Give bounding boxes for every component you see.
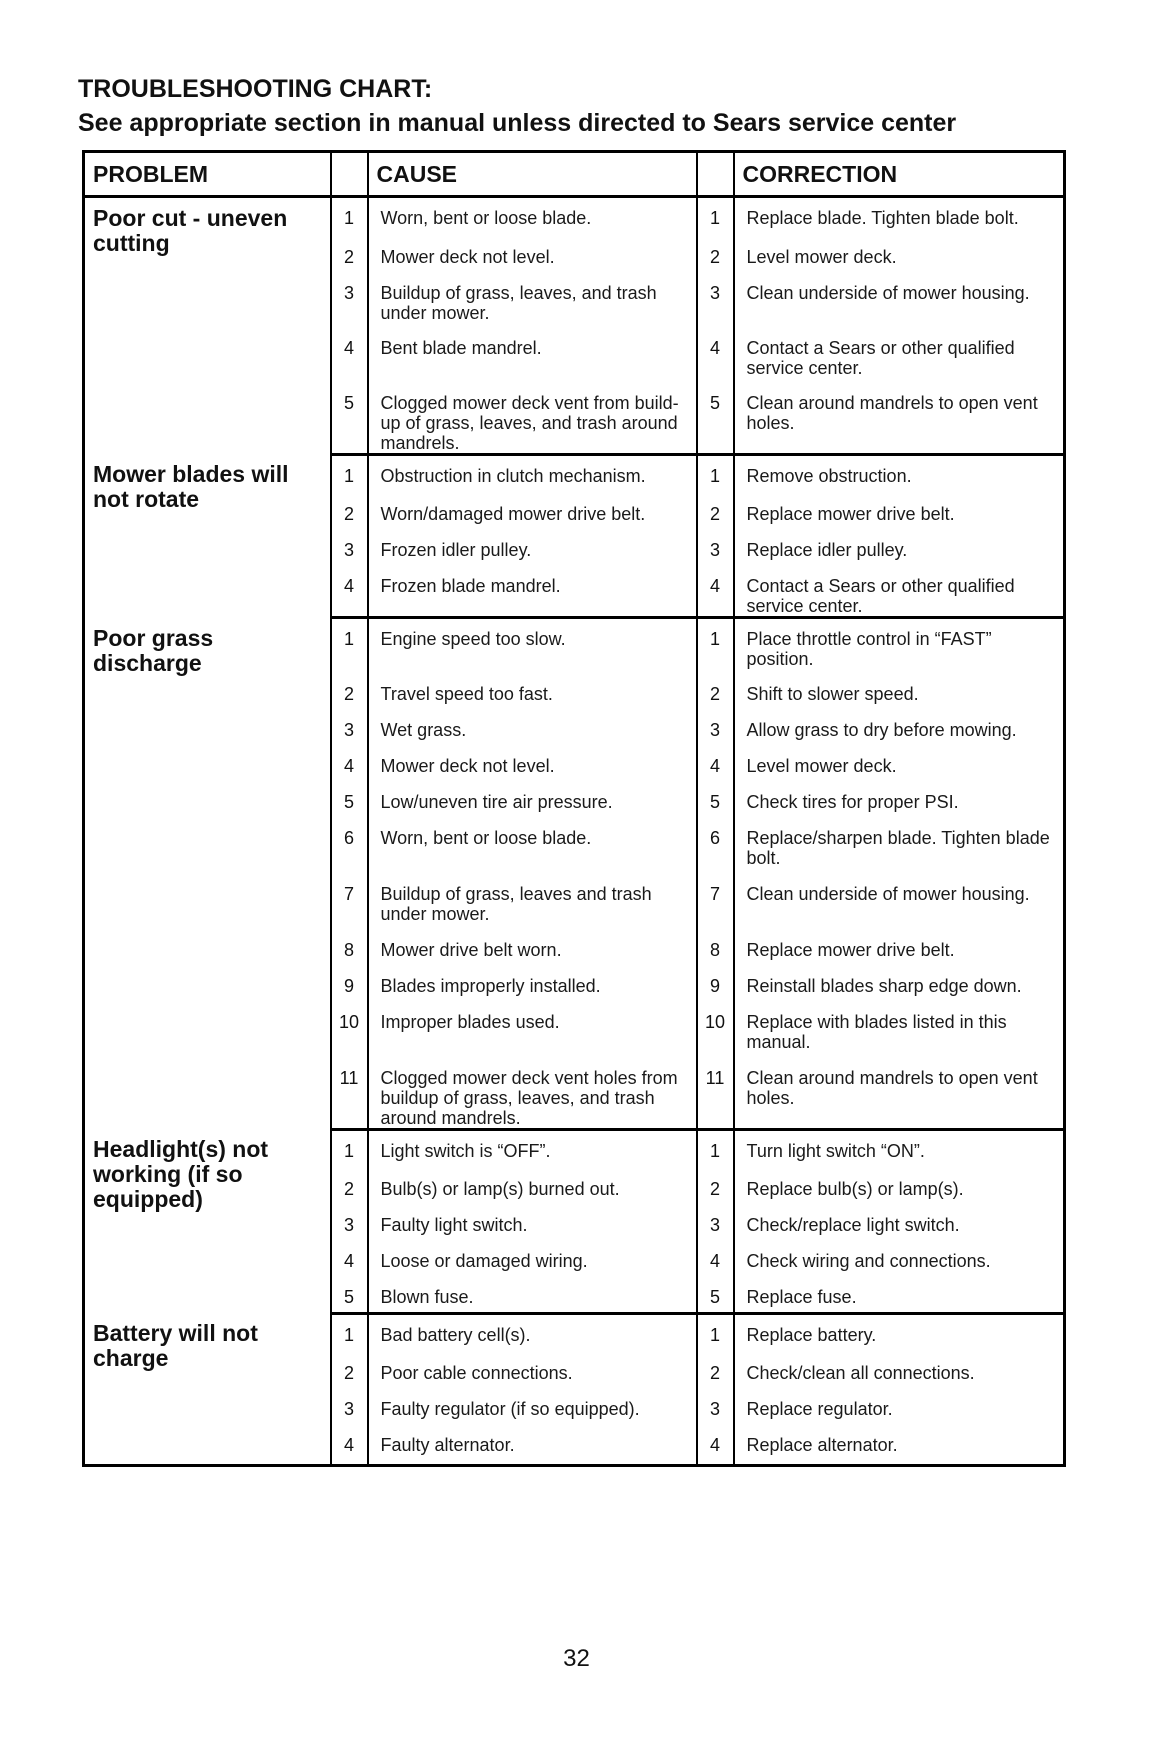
correction-number: 1 xyxy=(697,454,734,494)
correction-cell: Contact a Sears or other qualified service center. xyxy=(734,328,1065,383)
correction-number: 3 xyxy=(697,273,734,328)
troubleshooting-table xyxy=(82,150,1066,1467)
cause-cell: Blades improperly installed. xyxy=(368,966,697,1002)
page-number: 32 xyxy=(563,1645,590,1672)
correction-cell: Replace alternator. xyxy=(734,1425,1065,1465)
cause-number: 4 xyxy=(331,746,368,782)
cause-number: 5 xyxy=(331,782,368,818)
cause-cell: Faulty regulator (if so equipped). xyxy=(368,1389,697,1425)
correction-cell: Replace bulb(s) or lamp(s). xyxy=(734,1169,1065,1205)
cause-number: 9 xyxy=(331,966,368,1002)
cause-number: 2 xyxy=(331,1169,368,1205)
cause-number: 3 xyxy=(331,1389,368,1425)
correction-cell: Shift to slower speed. xyxy=(734,674,1065,710)
cause-number: 6 xyxy=(331,818,368,874)
correction-cell: Clean underside of mower housing. xyxy=(734,273,1065,328)
correction-cell: Replace/sharpen blade. Tighten blade bolt. xyxy=(734,818,1065,874)
cause-number: 4 xyxy=(331,328,368,383)
cause-number: 1 xyxy=(331,1313,368,1353)
problem-cell: Poor cut - uneven cutting xyxy=(84,197,331,455)
cause-number: 2 xyxy=(331,1353,368,1389)
problem-cell: Mower blades will not rotate xyxy=(84,454,331,618)
correction-number: 9 xyxy=(697,966,734,1002)
correction-number: 2 xyxy=(697,1169,734,1205)
cause-number: 4 xyxy=(331,1241,368,1277)
cause-cell: Wet grass. xyxy=(368,710,697,746)
correction-cell: Turn light switch “ON”. xyxy=(734,1129,1065,1169)
cause-cell: Frozen blade mandrel. xyxy=(368,566,697,618)
correction-cell: Replace with blades listed in this manual. xyxy=(734,1002,1065,1058)
correction-number: 2 xyxy=(697,1353,734,1389)
correction-cell: Replace battery. xyxy=(734,1313,1065,1353)
cause-cell: Worn, bent or loose blade. xyxy=(368,818,697,874)
correction-number: 2 xyxy=(697,674,734,710)
correction-cell: Replace fuse. xyxy=(734,1277,1065,1313)
correction-number: 5 xyxy=(697,1277,734,1313)
correction-number: 2 xyxy=(697,494,734,530)
cause-cell: Faulty alternator. xyxy=(368,1425,697,1465)
cause-number: 8 xyxy=(331,930,368,966)
cause-cell: Bulb(s) or lamp(s) burned out. xyxy=(368,1169,697,1205)
correction-cell: Clean around mandrels to open vent holes. xyxy=(734,1058,1065,1130)
cause-number: 7 xyxy=(331,874,368,930)
cause-number: 1 xyxy=(331,454,368,494)
cause-number: 2 xyxy=(331,494,368,530)
cause-cell: Light switch is “OFF”. xyxy=(368,1129,697,1169)
correction-number: 4 xyxy=(697,746,734,782)
cause-cell: Mower deck not level. xyxy=(368,237,697,273)
correction-number: 6 xyxy=(697,818,734,874)
cause-cell: Blown fuse. xyxy=(368,1277,697,1313)
cause-number: 10 xyxy=(331,1002,368,1058)
table-row xyxy=(84,618,1065,674)
correction-number: 10 xyxy=(697,1002,734,1058)
correction-number: 2 xyxy=(697,237,734,273)
cause-number: 3 xyxy=(331,1205,368,1241)
correction-number: 1 xyxy=(697,1313,734,1353)
column-header-cause: CAUSE xyxy=(368,152,697,197)
cause-cell: Low/uneven tire air pressure. xyxy=(368,782,697,818)
cause-cell: Loose or damaged wiring. xyxy=(368,1241,697,1277)
correction-cell: Replace regulator. xyxy=(734,1389,1065,1425)
table-body xyxy=(84,197,1065,1466)
correction-number: 4 xyxy=(697,328,734,383)
correction-cell: Check/clean all connections. xyxy=(734,1353,1065,1389)
correction-number: 4 xyxy=(697,566,734,618)
cause-number: 5 xyxy=(331,1277,368,1313)
problem-cell: Poor grass discharge xyxy=(84,618,331,1130)
cause-number: 3 xyxy=(331,530,368,566)
cause-number: 2 xyxy=(331,237,368,273)
correction-number: 11 xyxy=(697,1058,734,1130)
cause-cell: Engine speed too slow. xyxy=(368,618,697,674)
page-subtitle: See appropriate section in manual unless directed to Sears service center xyxy=(78,109,957,137)
correction-number: 8 xyxy=(697,930,734,966)
correction-cell: Clean around mandrels to open vent holes. xyxy=(734,383,1065,455)
cause-number: 3 xyxy=(331,273,368,328)
column-header-correction: CORRECTION xyxy=(734,152,1065,197)
correction-number: 3 xyxy=(697,710,734,746)
correction-number: 4 xyxy=(697,1425,734,1465)
correction-cell: Clean underside of mower housing. xyxy=(734,874,1065,930)
correction-number: 3 xyxy=(697,1389,734,1425)
cause-cell: Clogged mower deck vent from build-up of grass, leaves, and trash around mandrels. xyxy=(368,383,697,455)
cause-cell: Poor cable connections. xyxy=(368,1353,697,1389)
cause-cell: Travel speed too fast. xyxy=(368,674,697,710)
cause-number: 4 xyxy=(331,566,368,618)
correction-number: 5 xyxy=(697,782,734,818)
correction-number: 4 xyxy=(697,1241,734,1277)
cause-number: 3 xyxy=(331,710,368,746)
cause-cell: Mower drive belt worn. xyxy=(368,930,697,966)
cause-cell: Buildup of grass, leaves and trash under mower. xyxy=(368,874,697,930)
table-row xyxy=(84,1129,1065,1169)
cause-number: 1 xyxy=(331,1129,368,1169)
table-row xyxy=(84,454,1065,494)
cause-cell: Improper blades used. xyxy=(368,1002,697,1058)
correction-cell: Place throttle control in “FAST” position. xyxy=(734,618,1065,674)
correction-number: 5 xyxy=(697,383,734,455)
column-header-correction-number xyxy=(697,152,734,197)
cause-cell: Bent blade mandrel. xyxy=(368,328,697,383)
problem-cell: Battery will not charge xyxy=(84,1313,331,1465)
correction-number: 1 xyxy=(697,197,734,237)
cause-cell: Worn/damaged mower drive belt. xyxy=(368,494,697,530)
correction-number: 3 xyxy=(697,1205,734,1241)
correction-number: 3 xyxy=(697,530,734,566)
correction-cell: Replace blade. Tighten blade bolt. xyxy=(734,197,1065,237)
cause-cell: Faulty light switch. xyxy=(368,1205,697,1241)
correction-cell: Replace mower drive belt. xyxy=(734,930,1065,966)
correction-cell: Check wiring and connections. xyxy=(734,1241,1065,1277)
cause-number: 2 xyxy=(331,674,368,710)
correction-cell: Check tires for proper PSI. xyxy=(734,782,1065,818)
cause-number: 5 xyxy=(331,383,368,455)
page-title: TROUBLESHOOTING CHART: xyxy=(78,75,433,103)
correction-number: 7 xyxy=(697,874,734,930)
correction-number: 1 xyxy=(697,1129,734,1169)
table-header-row xyxy=(84,152,1065,197)
problem-cell: Headlight(s) not working (if so equipped) xyxy=(84,1129,331,1313)
cause-cell: Clogged mower deck vent holes from buildup of grass, leaves, and trash around mandrels. xyxy=(368,1058,697,1130)
cause-cell: Bad battery cell(s). xyxy=(368,1313,697,1353)
correction-cell: Contact a Sears or other qualified service center. xyxy=(734,566,1065,618)
correction-cell: Level mower deck. xyxy=(734,746,1065,782)
table-row xyxy=(84,197,1065,237)
cause-cell: Worn, bent or loose blade. xyxy=(368,197,697,237)
correction-cell: Level mower deck. xyxy=(734,237,1065,273)
correction-cell: Remove obstruction. xyxy=(734,454,1065,494)
correction-cell: Replace idler pulley. xyxy=(734,530,1065,566)
cause-cell: Obstruction in clutch mechanism. xyxy=(368,454,697,494)
cause-number: 1 xyxy=(331,618,368,674)
correction-cell: Check/replace light switch. xyxy=(734,1205,1065,1241)
table-row xyxy=(84,1313,1065,1353)
cause-number: 4 xyxy=(331,1425,368,1465)
correction-cell: Allow grass to dry before mowing. xyxy=(734,710,1065,746)
correction-number: 1 xyxy=(697,618,734,674)
correction-cell: Replace mower drive belt. xyxy=(734,494,1065,530)
correction-cell: Reinstall blades sharp edge down. xyxy=(734,966,1065,1002)
cause-number: 1 xyxy=(331,197,368,237)
column-header-cause-number xyxy=(331,152,368,197)
cause-cell: Mower deck not level. xyxy=(368,746,697,782)
cause-number: 11 xyxy=(331,1058,368,1130)
cause-cell: Buildup of grass, leaves, and trash under mower. xyxy=(368,273,697,328)
column-header-problem: PROBLEM xyxy=(84,152,331,197)
cause-cell: Frozen idler pulley. xyxy=(368,530,697,566)
